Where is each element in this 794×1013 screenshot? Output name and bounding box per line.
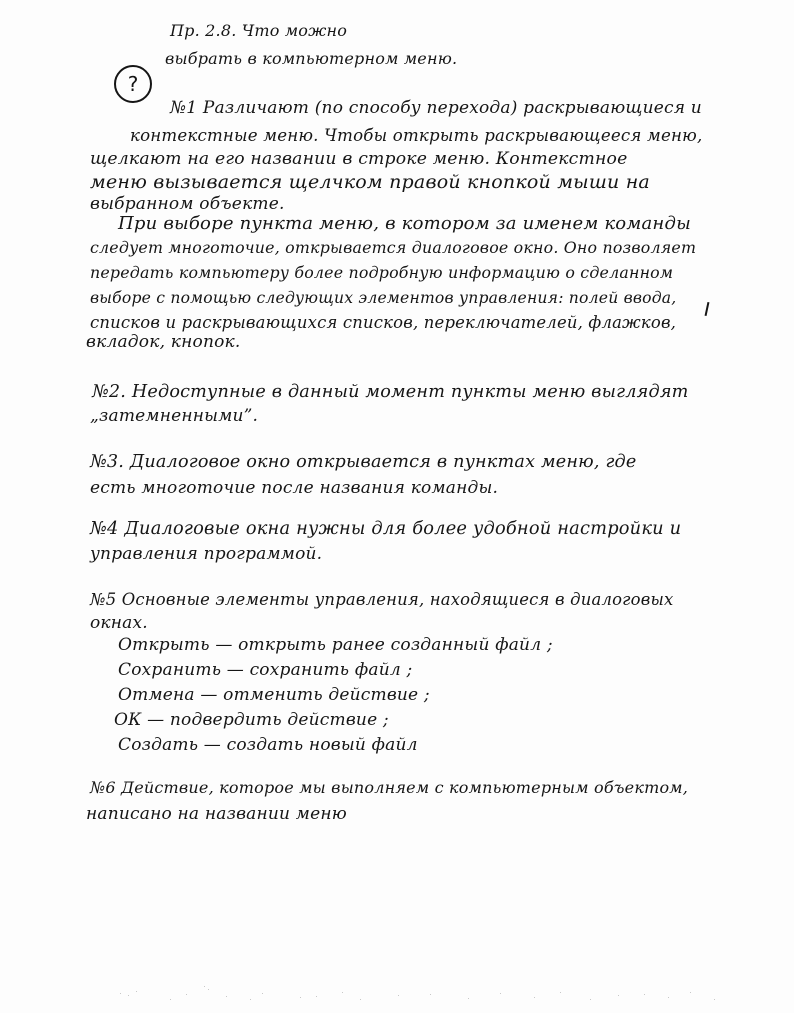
page-title-line-1: Пр. 2.8. Что можно bbox=[170, 21, 348, 40]
question-mark-circle-icon: ? bbox=[114, 65, 152, 103]
control-item-cancel: Отмена — отменить действие ; bbox=[118, 685, 430, 705]
para1-line-5: выбранном объекте. bbox=[90, 194, 285, 214]
para2-line-3: передать компьютеру более подробную информацию о сделанном bbox=[90, 263, 674, 282]
scan-noise-dots bbox=[0, 955, 794, 1013]
para2-line-2: следует многоточие, открывается диалоговое окно. Оно позволяет bbox=[90, 238, 697, 257]
control-item-save: Сохранить — сохранить файл ; bbox=[118, 660, 413, 680]
page-title-line-2: выбрать в компьютерном меню. bbox=[165, 49, 458, 68]
pen-tick-mark bbox=[705, 302, 710, 316]
note-4-line-1: №4 Диалоговые окна нужны для более удобной настройки и bbox=[90, 518, 682, 539]
note-2-line-2: „затемненными”. bbox=[90, 406, 259, 426]
note-4-line-2: управления программой. bbox=[90, 544, 323, 564]
para1-line-4: меню вызывается щелчком правой кнопкой мыши на bbox=[90, 171, 650, 193]
note-3-line-2: есть многоточие после названия команды. bbox=[90, 478, 499, 498]
note-5-line-1: №5 Основные элементы управления, находящиеся в диалоговых bbox=[90, 590, 674, 609]
control-item-open: Открыть — открыть ранее созданный файл ; bbox=[118, 635, 553, 655]
para1-line-3: щелкают на его названии в строке меню. Контекстное bbox=[90, 149, 628, 169]
para2-line-4: выборе с помощью следующих элементов управления: полей ввода, bbox=[90, 289, 677, 307]
note-6-line-1: №6 Действие, которое мы выполняем с компьютерным объектом, bbox=[90, 778, 689, 797]
para2-line-1: При выборе пункта меню, в котором за именем команды bbox=[118, 213, 691, 234]
control-item-create: Создать — создать новый файл bbox=[118, 735, 418, 755]
note-6-line-2: написано на названии меню bbox=[86, 804, 347, 824]
control-item-ok: ОК — подвердить действие ; bbox=[114, 710, 389, 730]
note-5-line-2: окнах. bbox=[90, 613, 148, 633]
para1-line-1: №1 Различают (по способу перехода) раскрывающиеся и bbox=[170, 98, 702, 118]
note-3-line-1: №3. Диалоговое окно открывается в пунктах меню, где bbox=[90, 452, 637, 472]
para1-line-2: контекстные меню. Чтобы открыть раскрывающееся меню, bbox=[130, 126, 703, 145]
para2-line-5: списков и раскрывающихся списков, переключателей, флажков, bbox=[90, 313, 677, 332]
para2-line-6: вкладок, кнопок. bbox=[86, 332, 241, 352]
note-2-line-1: №2. Недоступные в данный момент пункты меню выглядят bbox=[92, 382, 689, 402]
